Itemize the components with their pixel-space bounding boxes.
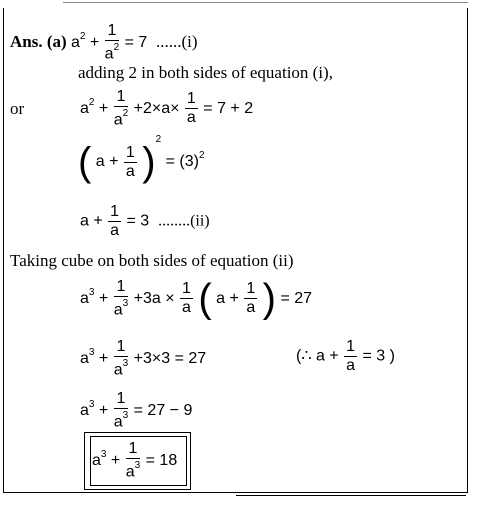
eq2: $a^2$ + $\frac{1}{a^2}$ +2×a× $\frac{1}{a}$ = 7 + 2 [80, 88, 254, 129]
because-note: (∴ a + $\frac{1}{a}$ = 3 ) [296, 338, 395, 374]
answer-line-1 [10, 22, 198, 63]
eq8: $a^3$ + $\frac{1}{a^3}$ = 18 [92, 440, 178, 481]
ans-label: Ans. [10, 31, 43, 51]
eq7: $a^3$ + $\frac{1}{a^3}$ = 27 − 9 [80, 390, 193, 431]
or-label: or [10, 99, 25, 118]
eq1-tag: ......(i) [155, 31, 198, 51]
eq5: $a^3$ + $\frac{1}{a^3}$ +3a × $\frac{1}{a}$ ( a + $\frac{1}{a}$ ) = 27 [80, 276, 313, 321]
eq6: $a^3$ + $\frac{1}{a^3}$ +3×3 = 27 [80, 338, 207, 379]
bottom-rule [236, 495, 466, 496]
eq3: ( a + $\frac{1}{a}$ )$^2 = (3)^2$ [78, 133, 205, 184]
taking-text: Taking cube on both sides of equation (ii) [10, 251, 294, 270]
top-edge [3, 0, 468, 8]
eq4: a + $\frac{1}{a}$ = 3 ........(ii) [80, 203, 210, 239]
part-label: (a) [46, 31, 67, 51]
adding-text: adding 2 in both sides of equation (i), [78, 63, 333, 82]
eq1: $a^2$ + $\frac{1}{a^2}$ = 7 [70, 22, 148, 63]
